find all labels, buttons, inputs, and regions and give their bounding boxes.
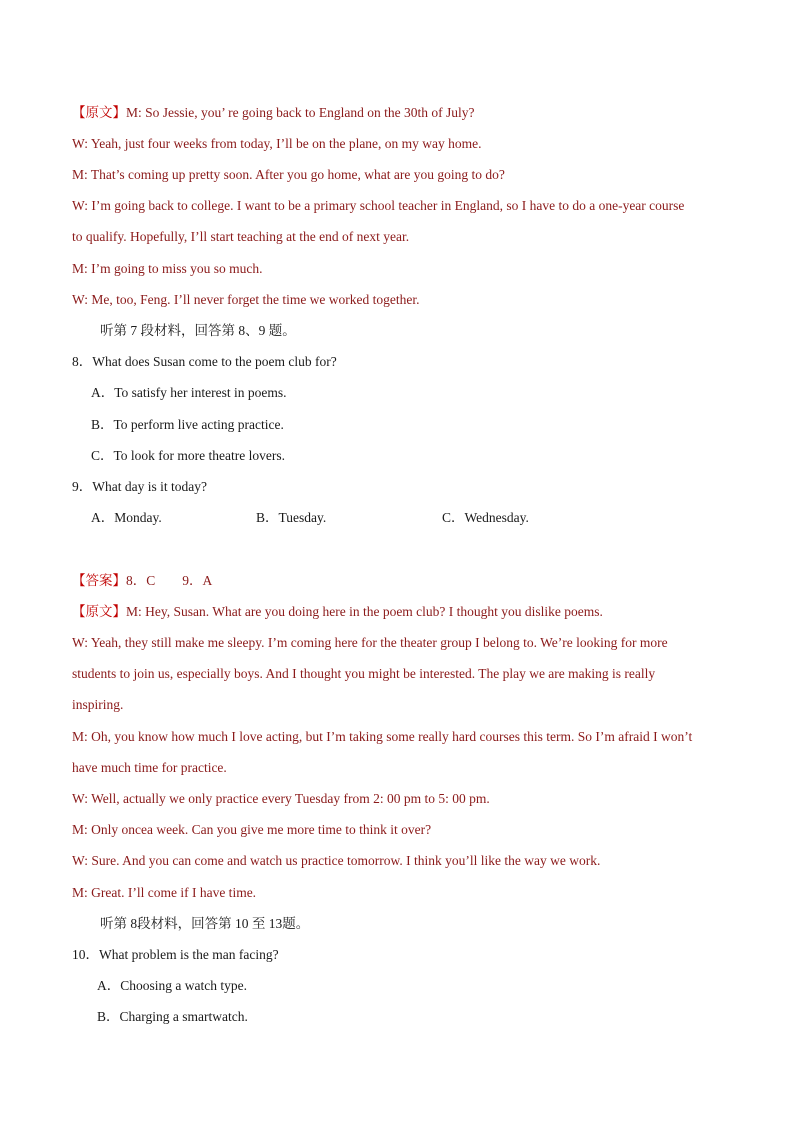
- dialogue-line: W: I’m going back to college. I want to be a primary school teacher in England, so I have to do a one-year course: [72, 198, 685, 213]
- question-9-option-c: C．Wednesday.: [442, 510, 529, 525]
- section2-line-0: [72, 603, 603, 621]
- question-8-stem: 8．What does Susan come to the poem club for?: [72, 354, 337, 369]
- original-text-tag: 【原文】: [72, 604, 126, 619]
- dialogue-line: W: Well, actually we only practice every Tuesday from 2: 00 pm to 5: 00 pm.: [72, 791, 490, 806]
- dialogue-line: to qualify. Hopefully, I’ll start teaching at the end of next year.: [72, 229, 410, 244]
- question-8-option-c: C．To look for more theatre lovers.: [91, 448, 286, 463]
- dialogue-line: M: So Jessie, you’ re going back to England on the 30th of July?: [126, 105, 475, 120]
- answer-tag: 【答案】: [72, 573, 126, 588]
- question-10-option-a: A．Choosing a watch type.: [97, 978, 247, 993]
- dialogue-line: W: Me, too, Feng. I’ll never forget the time we worked together.: [72, 292, 420, 307]
- dialogue-line: W: Sure. And you can come and watch us practice tomorrow. I think you’ll like the way we work.: [72, 853, 601, 868]
- dialogue-line: M: I’m going to miss you so much.: [72, 261, 263, 276]
- instruction-passage-8: 听第 8段材料，回答第 10 至 13题。: [100, 916, 310, 931]
- dialogue-line: students to join us, especially boys. And I thought you might be interested. The play we are making is really: [72, 666, 656, 681]
- dialogue-line: M: Hey, Susan. What are you doing here in the poem club? I thought you dislike poems.: [126, 604, 603, 619]
- answer-line: [72, 572, 212, 590]
- dialogue-line: W: Yeah, just four weeks from today, I’ll be on the plane, on my way home.: [72, 136, 482, 151]
- dialogue-line: M: Oh, you know how much I love acting, but I’m taking some really hard courses this term. So I’m afraid I won’t: [72, 729, 693, 744]
- question-10-stem: 10．What problem is the man facing?: [72, 947, 279, 962]
- dialogue-line: M: Great. I’ll come if I have time.: [72, 885, 257, 900]
- dialogue-line: M: That’s coming up pretty soon. After you go home, what are you going to do?: [72, 167, 505, 182]
- dialogue-line: have much time for practice.: [72, 760, 227, 775]
- question-9-option-b: B．Tuesday.: [256, 510, 327, 525]
- instruction-passage-7: 听第 7 段材料，回答第 8、9 题。: [100, 323, 296, 338]
- question-10-option-b: B．Charging a smartwatch.: [97, 1009, 248, 1024]
- question-8-option-a: A．To satisfy her interest in poems.: [91, 385, 287, 400]
- dialogue-line: inspiring.: [72, 697, 124, 712]
- dialogue-line: W: Yeah, they still make me sleepy. I’m coming here for the theater group I belong to. We’re looking for more: [72, 635, 668, 650]
- question-8-option-b: B．To perform live acting practice.: [91, 417, 284, 432]
- question-9-option-a: A．Monday.: [91, 510, 162, 525]
- dialogue-line: M: Only oncea week. Can you give me more time to think it over?: [72, 822, 432, 837]
- section1-line-0: [72, 104, 474, 122]
- answer-text: 8．C 9．A: [126, 573, 213, 588]
- original-text-tag: 【原文】: [72, 105, 126, 120]
- question-9-stem: 9．What day is it today?: [72, 479, 207, 494]
